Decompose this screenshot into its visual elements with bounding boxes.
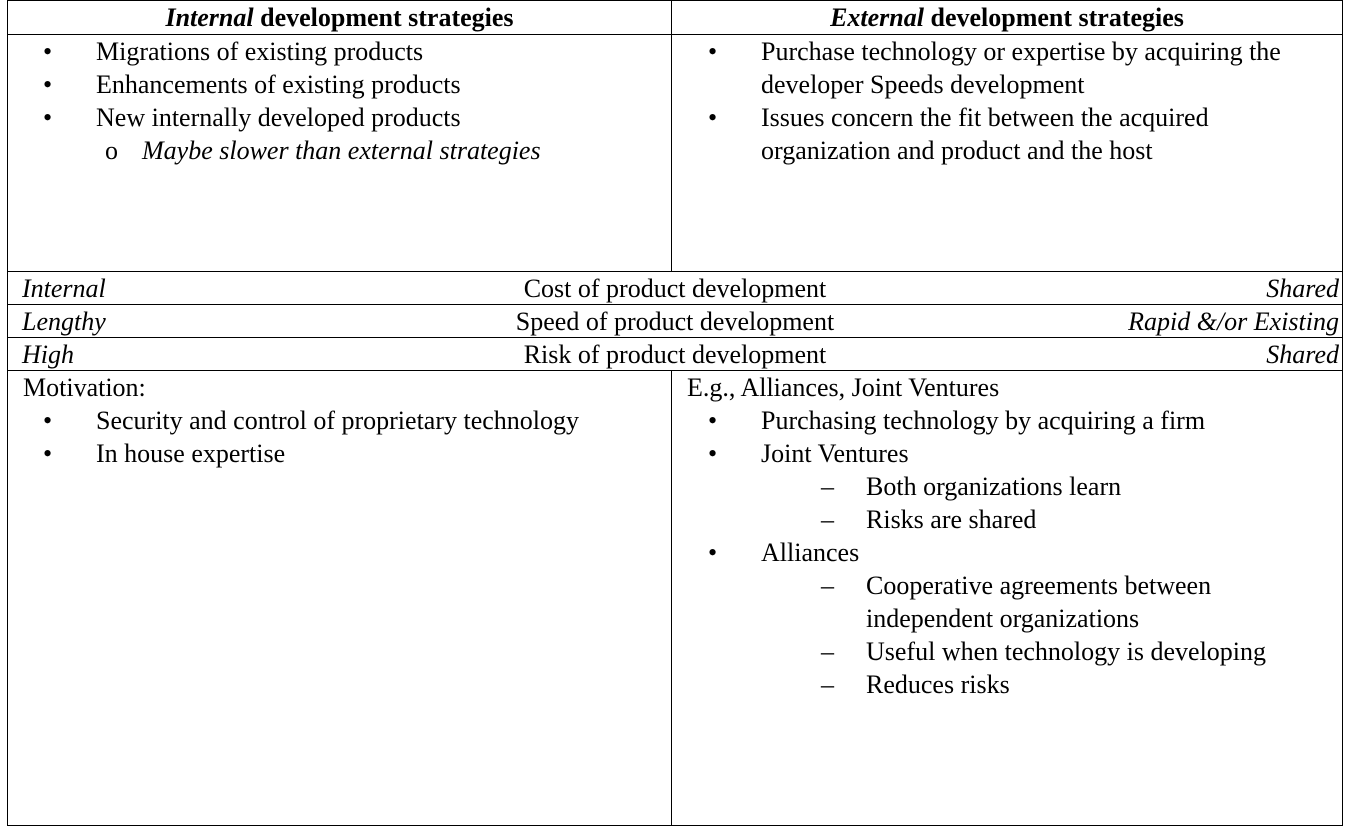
list-item: • Purchasing technology by acquiring a firm (708, 406, 1206, 435)
comparison-row-cost (8, 272, 1343, 305)
list-item: • Purchase technology or expertise by acquiring the developer Speeds development (708, 37, 1281, 99)
bullet-icon: • (708, 406, 718, 435)
list-item: • Security and control of proprietary technology (43, 406, 580, 435)
list-item: • In house expertise (43, 439, 286, 468)
alliances-sublist (761, 569, 1342, 701)
strategies-row (8, 35, 1343, 272)
row-label: Cost of product development (523, 274, 827, 303)
motivation-title: Motivation: (23, 373, 146, 402)
list-item: – Both organizations learn (821, 472, 1122, 501)
internal-header-rest: development strategies (253, 3, 514, 32)
examples-cell (672, 371, 1343, 826)
bullet-icon: • (43, 37, 53, 66)
dash-icon: – (821, 670, 834, 699)
internal-sub-item: o Maybe slower than external strategies (105, 136, 541, 165)
header-row (8, 1, 1343, 35)
list-item: – Reduces risks (821, 670, 1010, 699)
list-item: • New internally developed products (43, 103, 461, 132)
circle-bullet-icon: o (105, 136, 118, 165)
strategy-table (7, 0, 1343, 826)
dash-icon: – (821, 505, 834, 534)
external-header (672, 1, 1343, 35)
bullet-icon: • (708, 37, 718, 66)
motivation-cell (8, 371, 672, 826)
bullet-icon: • (43, 439, 53, 468)
list-item: • Migrations of existing products (43, 37, 424, 66)
list-item: • Issues concern the fit between the acquired organization and product and the host (708, 103, 1209, 165)
bullet-icon: • (43, 406, 53, 435)
list-item: • Alliances – Cooperative agreements between independent organizations – Useful when technology is developing – Reduces risks (672, 536, 1342, 701)
external-strategies-cell (672, 35, 1343, 272)
dash-icon: – (821, 637, 834, 666)
bullet-icon: • (708, 103, 718, 132)
list-item: • Joint Ventures – Both organizations learn – Risks are shared (672, 437, 1342, 536)
list-item: – Risks are shared (821, 505, 1037, 534)
risk-row (8, 338, 1343, 371)
bullet-icon: • (43, 103, 53, 132)
internal-bullet-list (8, 35, 671, 134)
examples-title: E.g., Alliances, Joint Ventures (687, 373, 1000, 402)
list-item: – Cooperative agreements between independent organizations (821, 571, 1212, 633)
motivation-bullet-list (8, 404, 671, 470)
list-item: • Enhancements of existing products (43, 70, 461, 99)
row-label: Risk of product development (523, 340, 827, 369)
examples-bullet-list (672, 404, 1342, 701)
row-external-value: Rapid &/or Existing (1128, 307, 1339, 336)
bullet-icon: • (43, 70, 53, 99)
strategy-comparison-document (7, 0, 1342, 826)
joint-ventures-sublist (761, 470, 1342, 536)
speed-row (8, 305, 1343, 338)
row-internal-value: High (22, 340, 74, 369)
external-header-rest: development strategies (923, 3, 1184, 32)
internal-header-italic: Internal (165, 3, 254, 32)
cost-row (8, 272, 1343, 305)
details-row (8, 371, 1343, 826)
external-bullet-list (672, 35, 1342, 167)
bullet-icon: • (708, 538, 718, 567)
bullet-icon: • (708, 439, 718, 468)
comparison-row-speed (8, 305, 1343, 338)
internal-header (8, 1, 672, 35)
row-label: Speed of product development (515, 307, 835, 336)
row-external-value: Shared (1266, 340, 1339, 369)
internal-strategies-cell (8, 35, 672, 272)
row-internal-value: Lengthy (22, 307, 106, 336)
dash-icon: – (821, 472, 834, 501)
external-header-italic: External (830, 3, 924, 32)
list-item: – Useful when technology is developing (821, 637, 1267, 666)
comparison-row-risk (8, 338, 1343, 371)
row-external-value: Shared (1266, 274, 1339, 303)
dash-icon: – (821, 571, 834, 600)
row-internal-value: Internal (22, 274, 106, 303)
